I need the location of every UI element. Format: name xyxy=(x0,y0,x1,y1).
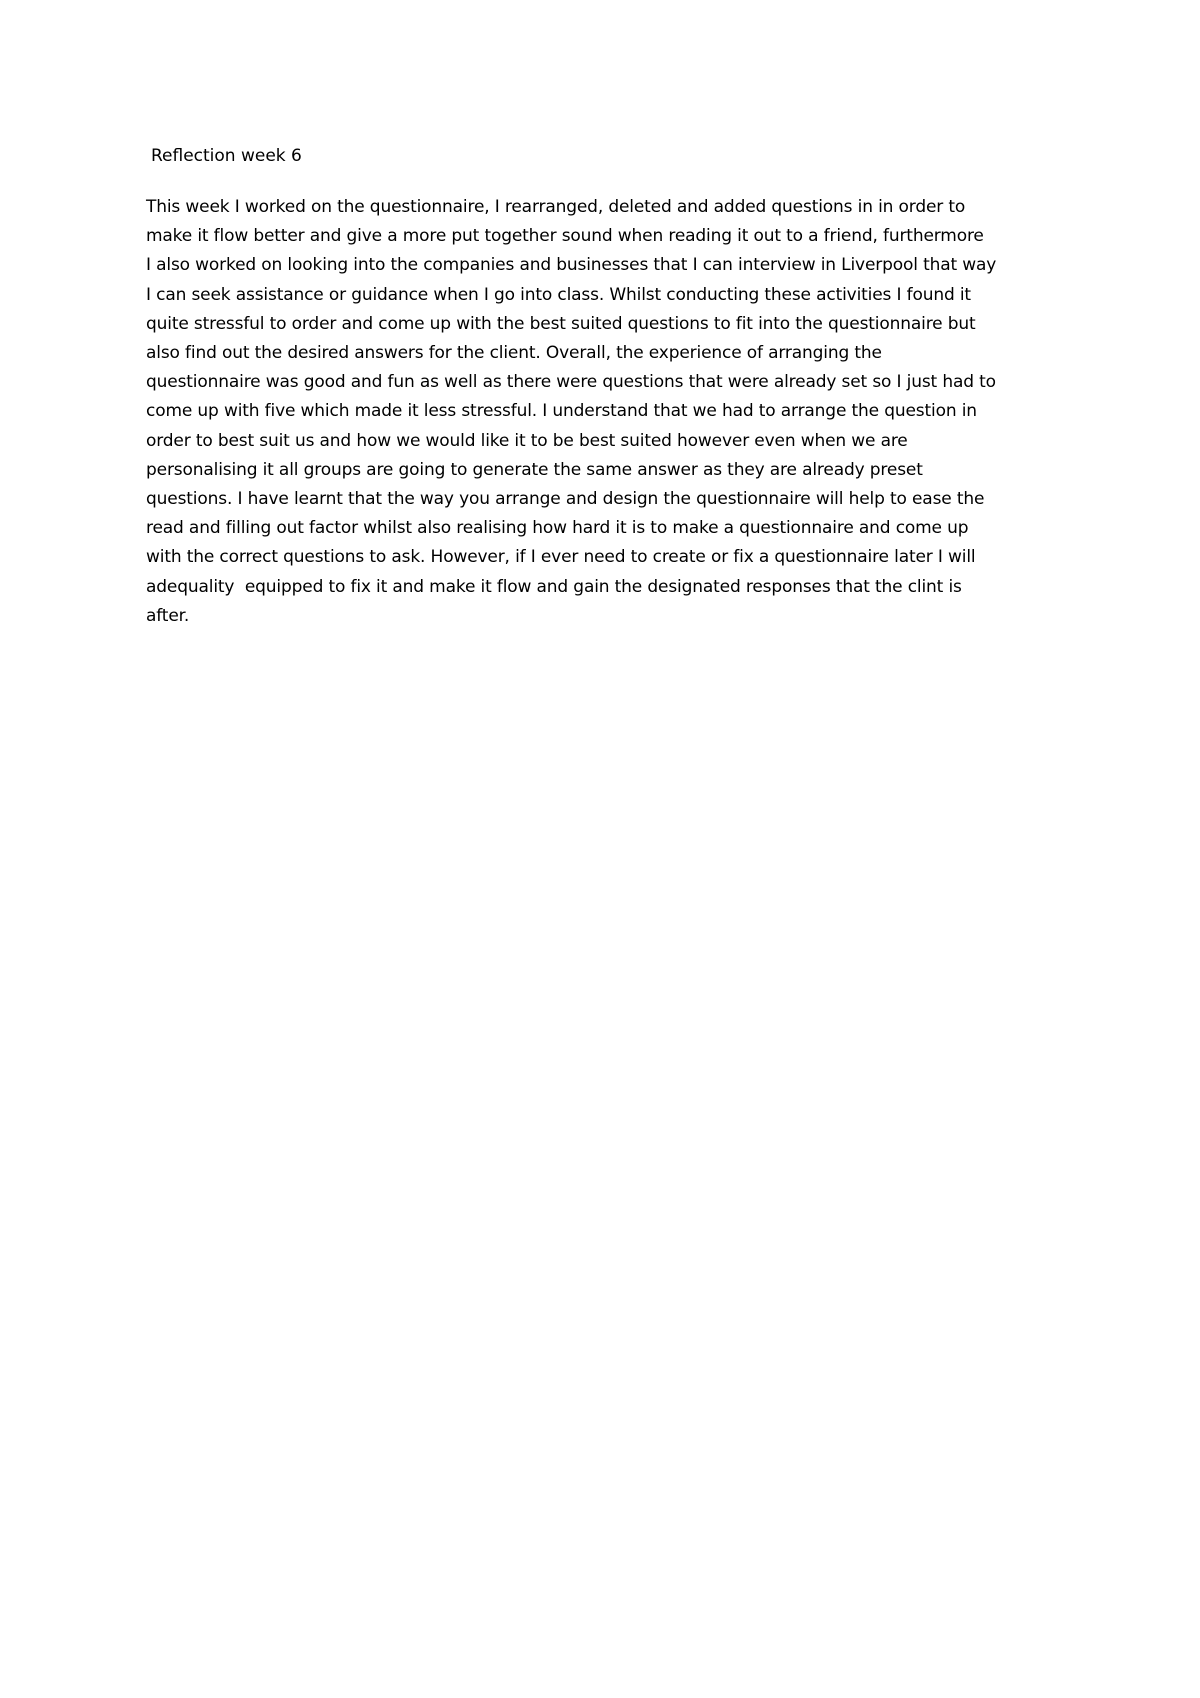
body-line: This week I worked on the questionnaire, I rearranged, deleted and added questions in in order to xyxy=(146,197,966,217)
body-line: questionnaire was good and fun as well as there were questions that were already set so I just had to xyxy=(146,372,996,393)
body-line: after. xyxy=(146,605,190,626)
body-line: make it flow better and give a more put together sound when reading it out to a friend, furthermore xyxy=(146,226,984,247)
body-line: questions. I have learnt that the way you arrange and design the questionnaire will help to ease the xyxy=(146,489,985,510)
body-line: order to best suit us and how we would like it to be best suited however even when we are xyxy=(146,430,908,451)
body-line: adequality equipped to fix it and make it flow and gain the designated responses that the clint is xyxy=(146,576,962,597)
body-line: personalising it all groups are going to generate the same answer as they are already preset xyxy=(146,459,923,480)
body-line: with the correct questions to ask. However, if I ever need to create or fix a questionnaire later I will xyxy=(146,547,976,568)
body-line: I also worked on looking into the companies and businesses that I can interview in Liverpool that way xyxy=(146,255,997,276)
body-line: I can seek assistance or guidance when I go into class. Whilst conducting these activities I found it xyxy=(146,284,971,305)
body-line: quite stressful to order and come up with the best suited questions to fit into the questionnaire but xyxy=(146,313,976,334)
document-title: Reflection week 6 xyxy=(151,146,302,166)
body-line: read and filling out factor whilst also realising how hard it is to make a questionnaire and come up xyxy=(146,518,969,539)
body-line: also find out the desired answers for the client. Overall, the experience of arranging the xyxy=(146,343,882,364)
document-body xyxy=(146,193,1066,631)
body-line: come up with five which made it less stressful. I understand that we had to arrange the question in xyxy=(146,401,977,422)
